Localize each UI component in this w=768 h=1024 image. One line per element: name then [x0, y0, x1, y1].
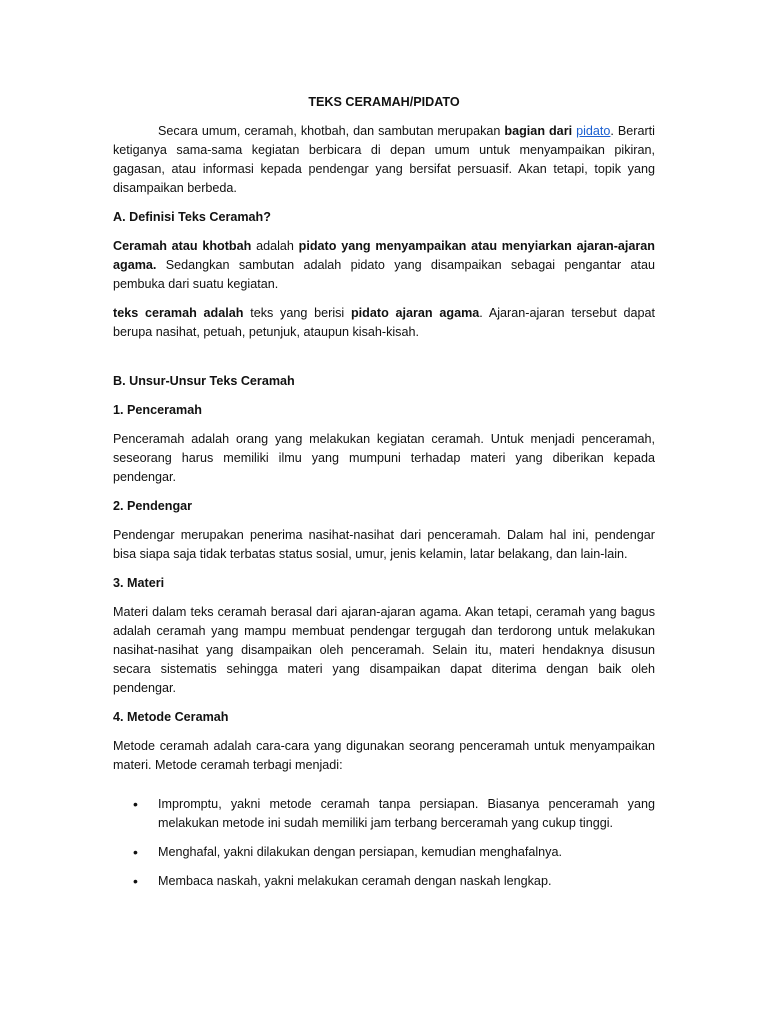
def1-text-2: Sedangkan sambutan adalah pidato yang disampaikan sebagai pengantar atau pembuka dari suatu kegiatan.: [113, 258, 655, 291]
list-item: [113, 872, 655, 891]
item-heading-pendengar: 2. Pendengar: [113, 499, 193, 513]
document-title: TEKS CERAMAH/PIDATO: [308, 95, 460, 109]
metode-list: [113, 795, 655, 891]
list-item-text: Membaca naskah, yakni melakukan ceramah dengan naskah lengkap.: [158, 874, 552, 888]
def2-bold-2: pidato ajaran agama: [350, 306, 480, 320]
item-text-penceramah: Penceramah adalah orang yang melakukan kegiatan ceramah. Untuk menjadi penceramah, seseorang harus memiliki ilmu yang mumpuni terhadap materi yang diberikan kepada pendengar.: [113, 432, 655, 484]
definition-paragraph-1: [113, 237, 655, 294]
bullet-icon: •: [133, 796, 138, 812]
def2-bold-1: teks ceramah adalah: [113, 306, 244, 320]
item-text-pendengar: Pendengar merupakan penerima nasihat-nasihat dari penceramah. Dalam hal ini, pendengar bisa siapa saja tidak terbatas status sosial, umur, jenis kelamin, latar belakang, dan lain-lain.: [113, 528, 655, 561]
item-text-materi: Materi dalam teks ceramah berasal dari ajaran-ajaran agama. Akan tetapi, ceramah yang bagus adalah ceramah yang mampu membuat pendengar tergugah dan terdorong untuk melakukan nasihat-nasihat yang disampaikan oleh penceramah. Selain itu, materi hendaknya disusun secara sistematis sehingga materi yang disampaikan dapat diterima dengan baik oleh pendengar.: [113, 605, 655, 695]
spacer: [113, 352, 655, 372]
document-content: [113, 93, 655, 901]
item-text-metode: Metode ceramah adalah cara-cara yang digunakan seorang penceramah untuk menyampaikan materi. Metode ceramah terbagi menjadi:: [113, 739, 655, 772]
def2-text-1: teks yang berisi: [243, 306, 351, 320]
bullet-icon: •: [133, 873, 138, 889]
def2-text-2: . Ajaran-ajaran tersebut dapat berupa nasihat, petuah, petunjuk, ataupun kisah-kisah.: [113, 306, 656, 339]
definition-paragraph-2: [113, 304, 655, 342]
list-item: [113, 795, 655, 833]
intro-bold-1: bagian dari: [504, 124, 577, 138]
pidato-link[interactable]: pidato: [576, 124, 611, 138]
item-heading-metode: 4. Metode Ceramah: [113, 710, 229, 724]
bullet-icon: •: [133, 844, 138, 860]
list-item-text: Menghafal, yakni dilakukan dengan persiapan, kemudian menghafalnya.: [158, 845, 562, 859]
spacer: [113, 785, 655, 795]
item-heading-penceramah: 1. Penceramah: [113, 403, 202, 417]
def1-text-1: adalah: [251, 239, 299, 253]
intro-paragraph: [113, 122, 655, 198]
intro-text-1: Secara umum, ceramah, khotbah, dan sambutan merupakan: [158, 124, 505, 138]
section-b-heading: B. Unsur-Unsur Teks Ceramah: [113, 374, 295, 388]
def1-bold-1: Ceramah atau khotbah: [113, 239, 252, 253]
intro-text-2: . Berarti ketiganya sama-sama kegiatan berbicara di depan umum untuk menyampaikan pikiran, gagasan, atau informasi kepada pendengar yang bersifat persuasif. Akan tetapi, topik yang disampaikan berbeda.: [113, 124, 655, 195]
section-a-heading: A. Definisi Teks Ceramah?: [113, 210, 271, 224]
list-item-text: Impromptu, yakni metode ceramah tanpa persiapan. Biasanya penceramah yang melakukan metode ini sudah memiliki jam terbang berceramah yang cukup tinggi.: [158, 797, 655, 830]
item-heading-materi: 3. Materi: [113, 576, 165, 590]
list-item: [113, 843, 655, 862]
def1-bold-2: pidato yang menyampaikan atau menyiarkan ajaran-ajaran agama.: [113, 239, 655, 272]
